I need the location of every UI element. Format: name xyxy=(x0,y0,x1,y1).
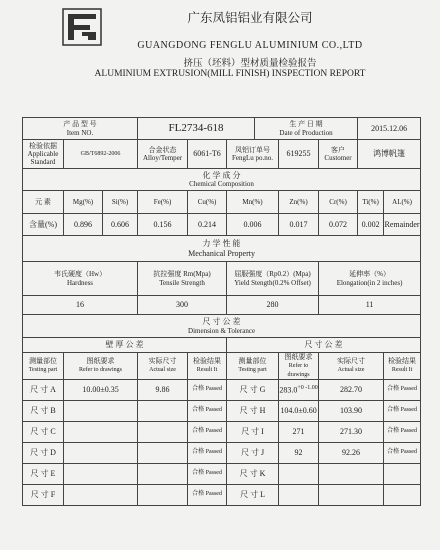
dimension-row xyxy=(23,463,421,484)
dim-header-result-2: 检验结果 Result It xyxy=(384,353,421,380)
right-drawing xyxy=(279,484,319,505)
right-part: 尺 寸 L xyxy=(227,484,279,505)
chem-content-mn: 0.006 xyxy=(227,214,279,236)
left-part: 尺 寸 D xyxy=(23,442,64,463)
right-actual: 282.70 xyxy=(319,379,384,400)
right-result: 合格 Passed xyxy=(384,421,421,442)
mech-tensile-value: 300 xyxy=(138,296,227,315)
mech-elongation-value: 11 xyxy=(319,296,421,315)
mech-title-row xyxy=(23,236,421,262)
chem-content-al: Remainder xyxy=(384,214,421,236)
chem-content-si: 0.606 xyxy=(103,214,138,236)
mech-yield-value: 280 xyxy=(227,296,319,315)
right-part: 尺 寸 I xyxy=(227,421,279,442)
chem-element-mn: Mn(%) xyxy=(227,191,279,214)
production-date-label: 生 产 日 期 Date of Production xyxy=(255,118,358,140)
left-part: 尺 寸 F xyxy=(23,484,64,505)
mech-yield-header: 屈服强度（Rp0.2）(Mpa) Yield Stength(0.2% Offset) xyxy=(227,262,319,296)
right-result xyxy=(384,484,421,505)
chem-element-row xyxy=(23,191,421,214)
mech-hardness-value: 16 xyxy=(23,296,138,315)
left-result: 合格 Passed xyxy=(188,421,227,442)
left-result: 合格 Passed xyxy=(188,463,227,484)
customer-label: 客户 Customer xyxy=(319,140,358,169)
item-no-label: 产 品 型 号 Item NO. xyxy=(23,118,138,140)
left-actual xyxy=(138,463,188,484)
mech-title: 力 学 性 能 Mechanical Property xyxy=(23,236,421,262)
customer-value: 鸿博帆篷 xyxy=(358,140,421,169)
right-actual: 103.90 xyxy=(319,400,384,421)
inspection-table xyxy=(22,117,421,506)
po-label: 凤铝订单号 FengLu po.no. xyxy=(227,140,279,169)
left-drawing xyxy=(64,463,138,484)
right-drawing: 104.0±0.60 xyxy=(279,400,319,421)
dim-header-result-1: 检验结果 Result It xyxy=(188,353,227,380)
right-part: 尺 寸 G xyxy=(227,379,279,400)
mech-hardness-header: 韦氏硬度（Hw） Hardness xyxy=(23,262,138,296)
item-no-value: FL2734-618 xyxy=(138,118,255,140)
chem-element-al: AL(%) xyxy=(384,191,421,214)
standard-row xyxy=(23,140,421,169)
right-drawing: 92 xyxy=(279,442,319,463)
chem-element-mg: Mg(%) xyxy=(64,191,103,214)
left-part: 尺 寸 A xyxy=(23,379,64,400)
chem-content-fe: 0.156 xyxy=(138,214,188,236)
chem-content-cr: 0.072 xyxy=(319,214,358,236)
report-title-cn: 挤压（坯料）型材质量检验报告 xyxy=(183,59,317,69)
dimension-title: 尺 寸 公 差 Dimension & Tolerance xyxy=(23,315,421,338)
right-drawing: $283.0^{+0 -1.00}$ xyxy=(279,379,319,400)
left-actual xyxy=(138,484,188,505)
chem-element-zn: Zn(%) xyxy=(279,191,319,214)
chem-content-zn: 0.017 xyxy=(279,214,319,236)
left-actual: 9.86 xyxy=(138,379,188,400)
dim-header-actual-2: 实际尺寸 Actual size xyxy=(319,353,384,380)
dim-header-part-2: 测量部位 Testing part xyxy=(227,353,279,380)
chem-element-cu: Cu(%) xyxy=(188,191,227,214)
chem-element-cr: Cr(%) xyxy=(319,191,358,214)
chem-content-cu: 0.214 xyxy=(188,214,227,236)
dimension-row xyxy=(23,421,421,442)
po-value: 619255 xyxy=(279,140,319,169)
chem-title: 化 学 成 分 Chemical Composition xyxy=(23,169,421,191)
alloy-value: 6061-T6 xyxy=(188,140,227,169)
left-drawing: 10.00±0.35 xyxy=(64,379,138,400)
chem-content-ti: 0.002 xyxy=(358,214,384,236)
right-result: 合格 Passed xyxy=(384,400,421,421)
alloy-label: 合金状态 Alloy/Temper xyxy=(138,140,188,169)
mech-header-row xyxy=(23,262,421,296)
dimension-row xyxy=(23,442,421,463)
dim-header-drawing-1: 图纸要求 Refer to drawings xyxy=(64,353,138,380)
left-actual xyxy=(138,421,188,442)
chem-title-row xyxy=(23,169,421,191)
right-result xyxy=(384,463,421,484)
right-drawing: 271 xyxy=(279,421,319,442)
left-actual xyxy=(138,400,188,421)
dim-header-drawing-2: 图纸要求 Refer to drawings xyxy=(279,353,319,380)
right-actual xyxy=(319,463,384,484)
left-part: 尺 寸 C xyxy=(23,421,64,442)
report-title-en: ALUMINIUM EXTRUSION(MILL FINISH) INSPECTION REPORT xyxy=(94,69,366,79)
company-name-en: GUANGDONG FENGLU ALUMINIUM CO.,LTD xyxy=(137,40,363,51)
standard-label: 检验依据 Applicable Standard xyxy=(23,140,64,169)
left-part: 尺 寸 E xyxy=(23,463,64,484)
wall-thickness-title: 壁 厚 公 差 xyxy=(23,338,227,353)
item-row xyxy=(23,118,421,140)
left-result: 合格 Passed xyxy=(188,484,227,505)
right-part: 尺 寸 H xyxy=(227,400,279,421)
chem-element-fe: Fe(%) xyxy=(138,191,188,214)
chem-element-si: Si(%) xyxy=(103,191,138,214)
dimension-header-row xyxy=(23,353,421,380)
left-drawing xyxy=(64,484,138,505)
standard-value: GB/T6892-2006 xyxy=(64,140,138,169)
dim-header-part-1: 测量部位 Testing part xyxy=(23,353,64,380)
dim-header-actual-1: 实际尺寸 Actual size xyxy=(138,353,188,380)
mech-elongation-header: 延伸率（%） Elongation(in 2 inches) xyxy=(319,262,421,296)
left-result: 合格 Passed xyxy=(188,379,227,400)
chem-content-label: 含量(%) xyxy=(23,214,64,236)
right-part: 尺 寸 K xyxy=(227,463,279,484)
dimension-row xyxy=(23,379,421,400)
left-part: 尺 寸 B xyxy=(23,400,64,421)
chem-element-label: 元 素 xyxy=(23,191,64,214)
chem-content-mg: 0.896 xyxy=(64,214,103,236)
size-tolerance-title: 尺 寸 公 差 xyxy=(227,338,421,353)
left-drawing xyxy=(64,400,138,421)
left-drawing xyxy=(64,421,138,442)
chem-content-row xyxy=(23,214,421,236)
company-name-cn: 广东凤铝铝业有限公司 xyxy=(187,11,313,25)
chem-element-ti: Ti(%) xyxy=(358,191,384,214)
right-actual xyxy=(319,484,384,505)
right-result: 合格 Passed xyxy=(384,442,421,463)
dimension-title-row xyxy=(23,315,421,338)
mech-value-row xyxy=(23,296,421,315)
tolerance-group-row xyxy=(23,338,421,353)
production-date-value: 2015.12.06 xyxy=(358,118,421,140)
dimension-row xyxy=(23,484,421,505)
mech-tensile-header: 抗拉强度 Rm(Mpa) Tensile Strength xyxy=(138,262,227,296)
left-drawing xyxy=(64,442,138,463)
left-actual xyxy=(138,442,188,463)
right-actual: 92.26 xyxy=(319,442,384,463)
dimension-row xyxy=(23,400,421,421)
left-result: 合格 Passed xyxy=(188,400,227,421)
right-result: 合格 Passed xyxy=(384,379,421,400)
right-part: 尺 寸 J xyxy=(227,442,279,463)
right-drawing xyxy=(279,463,319,484)
right-actual: 271.30 xyxy=(319,421,384,442)
left-result: 合格 Passed xyxy=(188,442,227,463)
